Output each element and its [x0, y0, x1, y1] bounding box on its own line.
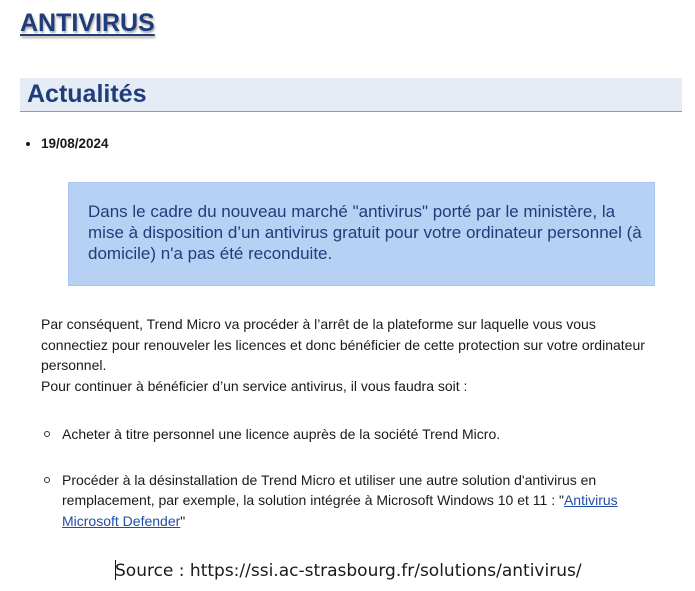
news-date-list [22, 136, 109, 151]
source-line [115, 560, 582, 581]
list-item [44, 470, 674, 532]
paragraph-options-intro: Pour continuer à bénéficier d’un service antivirus, il vous faudra soit : [41, 377, 468, 394]
callout-text: Dans le cadre du nouveau marché "antivirus" porté par le ministère, la mise à disposition d’un antivirus gratuit pour votre ordinateur personnel (à domicile) n'a pas été reconduite. [88, 202, 642, 263]
list-item [44, 424, 674, 445]
notice-callout [68, 182, 655, 286]
circle-bullet-icon [44, 477, 50, 483]
section-title: Actualités [27, 80, 147, 108]
news-date: 19/08/2024 [41, 136, 109, 151]
options-list [44, 424, 674, 531]
defender-link[interactable]: Antivirus Microsoft Defender [62, 492, 618, 529]
circle-bullet-icon [44, 431, 50, 437]
news-date-item [22, 136, 109, 151]
option-text: Acheter à titre personnel une licence auprès de la société Trend Micro. [62, 426, 501, 442]
option-text [62, 470, 662, 532]
news-body [41, 314, 661, 396]
option-text-before: Procéder à la désinstallation de Trend Micro et utiliser une autre solution d'antivirus en remplacement, par exemple, la solution intégrée à Microsoft Windows 10 et 11 : " [62, 471, 597, 508]
option-text-after: " [180, 512, 186, 529]
page-title: ANTIVIRUS [20, 9, 155, 37]
bullet-dot-icon [26, 142, 30, 146]
section-header [20, 78, 682, 112]
paragraph-consequence: Par conséquent, Trend Micro va procéder à l’arrêt de la plateforme sur laquelle vous vous connectiez pour renouveler les licences et donc bénéficier de cette protection sur votre ordinateur personnel. [41, 316, 645, 373]
source-text: Source : https://ssi.ac-strasbourg.fr/solutions/antivirus/ [115, 561, 582, 581]
